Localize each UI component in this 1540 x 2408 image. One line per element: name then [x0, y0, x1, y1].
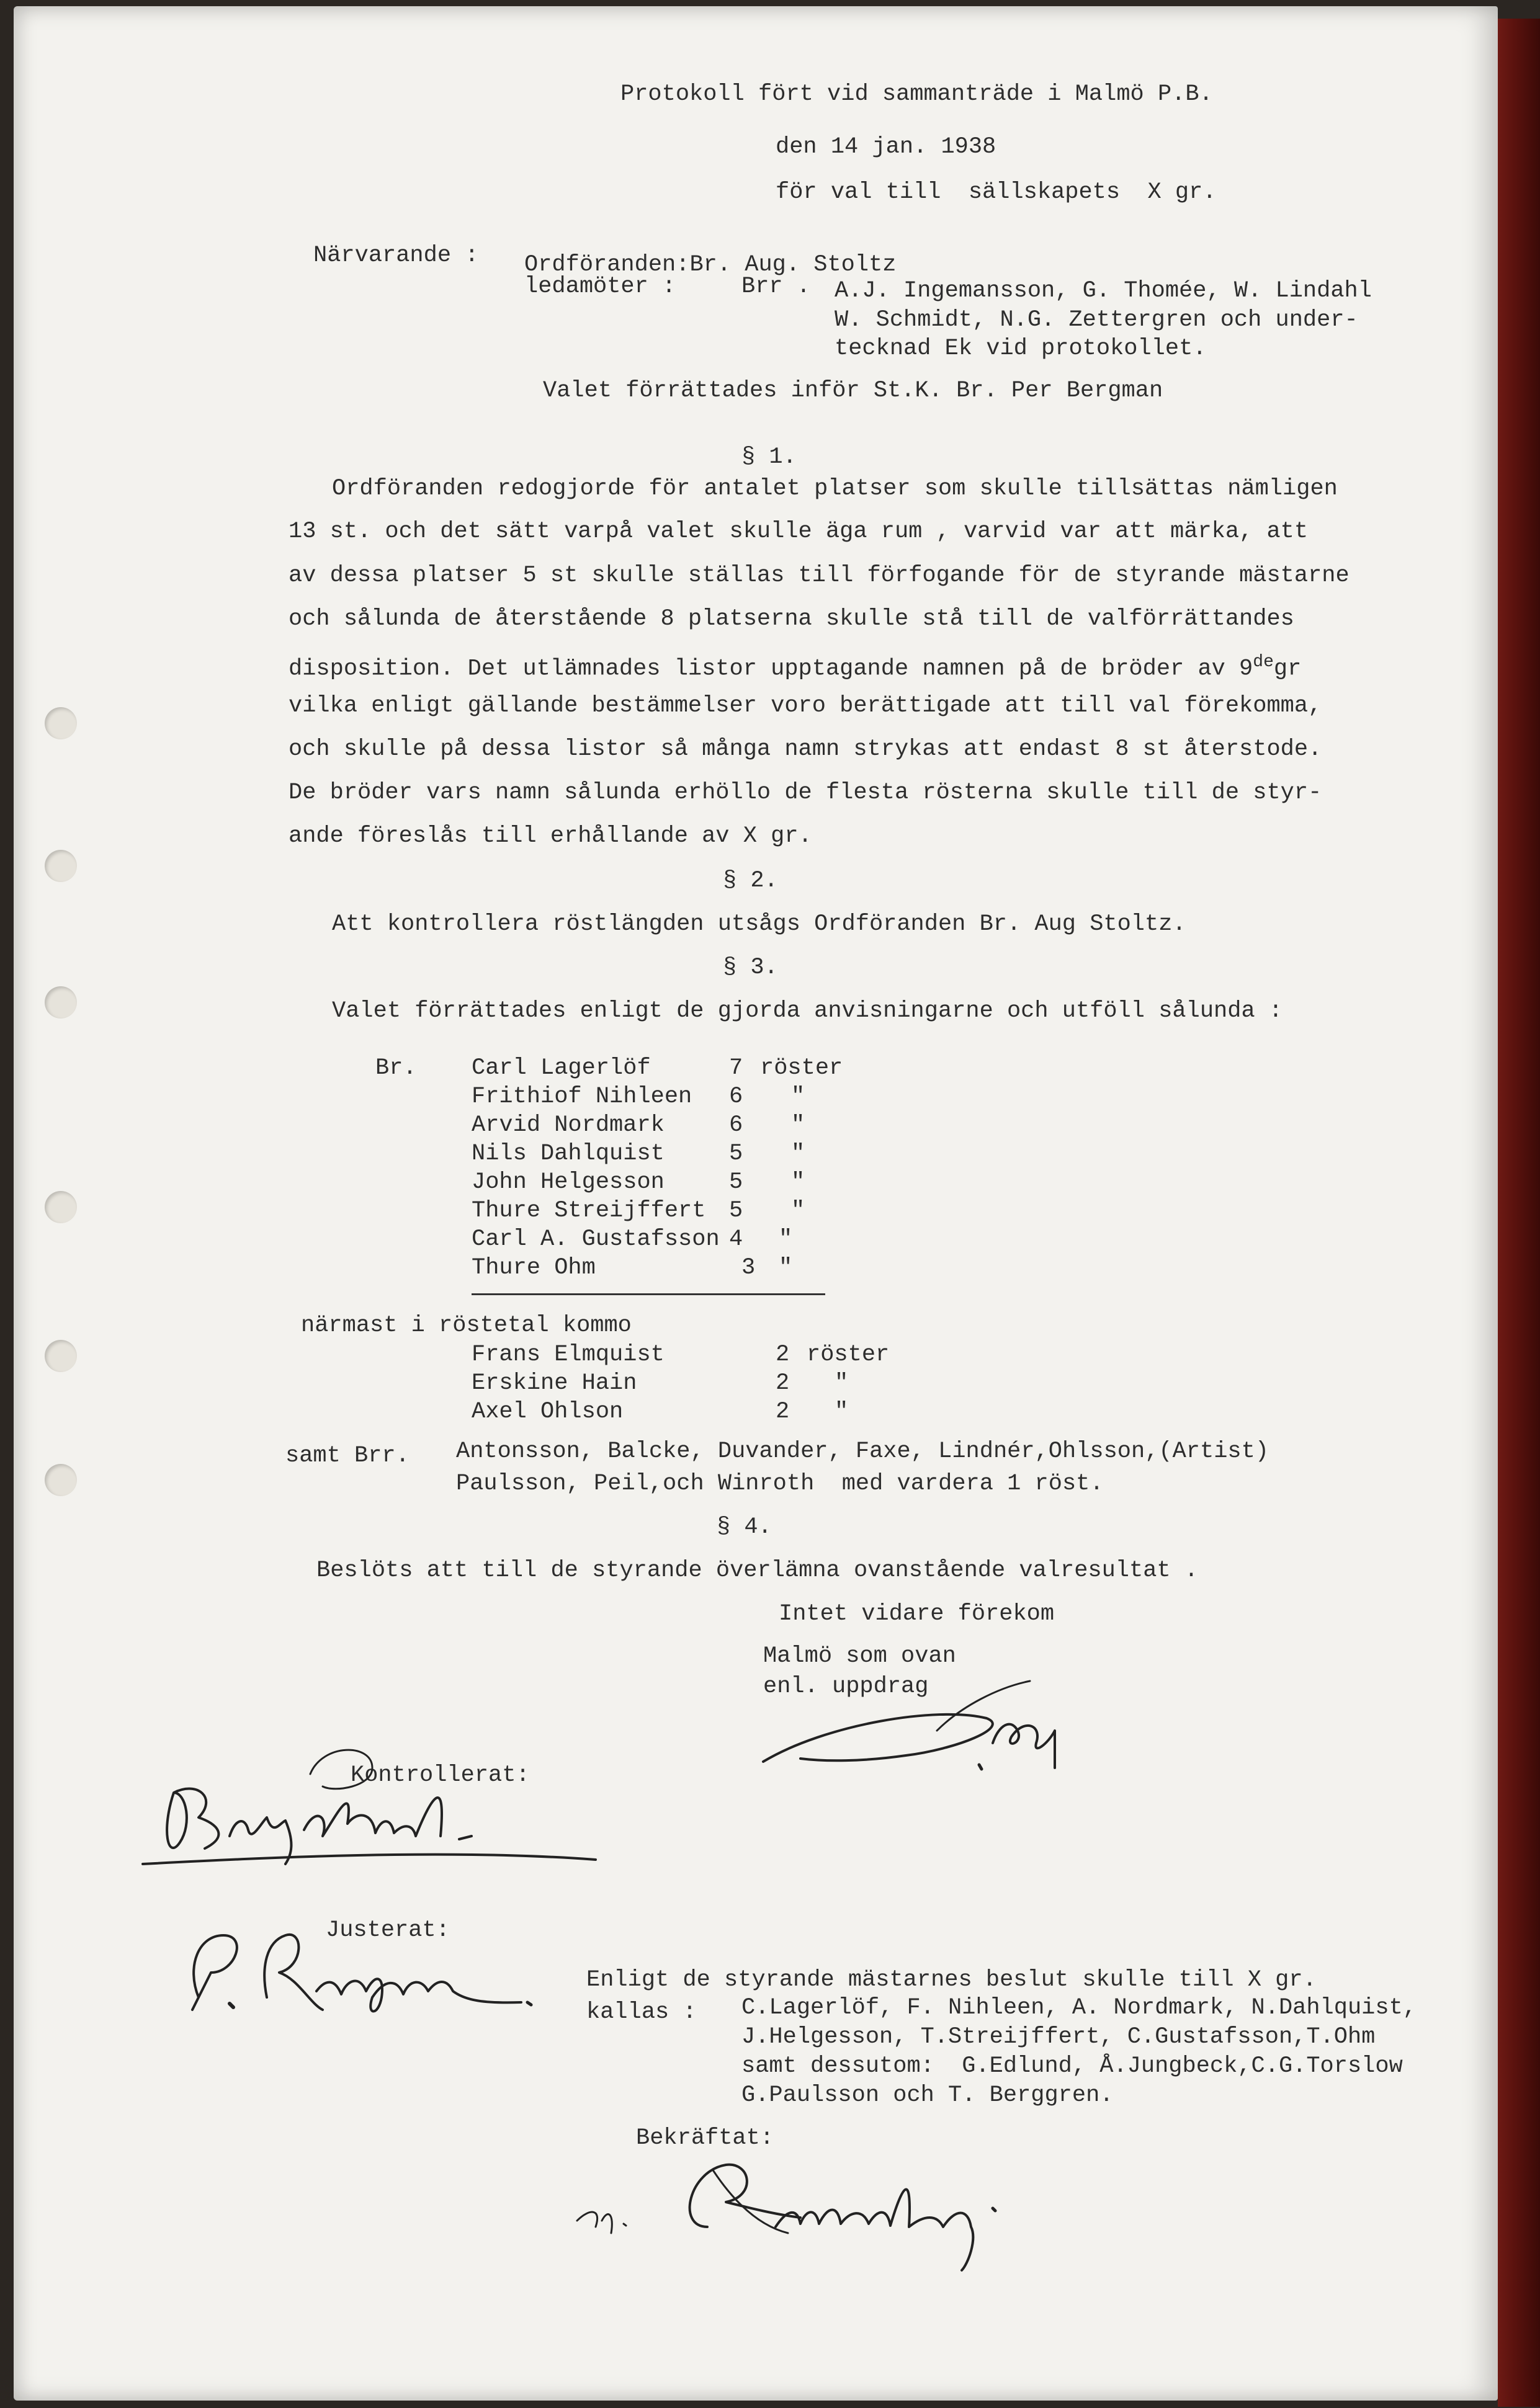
attendance-witness: Valet förrättades inför St.K. Br. Per Bergman [543, 378, 1163, 404]
section-4-text: Beslöts att till de styrande överlämna ovanstående valresultat . [316, 1558, 1199, 1584]
punch-hole [45, 707, 77, 739]
runner-votes: 2 [776, 1399, 790, 1425]
closing-line-3: enl. uppdrag [763, 1674, 929, 1700]
attendance-members-1: A.J. Ingemansson, G. Thomée, W. Lindahl [835, 278, 1372, 304]
section-4-heading: § 4. [717, 1514, 772, 1540]
paragraph-line: ande föreslås till erhållande av X gr. [289, 823, 812, 849]
punch-hole [45, 850, 77, 882]
punch-hole [45, 1464, 77, 1496]
result-name: Arvid Nordmark [472, 1112, 665, 1138]
paragraph-text: disposition. Det utlämnades listor upptagande namnen på de bröder av 9 [289, 656, 1253, 682]
result-name: Thure Streijffert [472, 1198, 706, 1224]
header-purpose: för val till sällskapets X gr. [776, 179, 1217, 205]
paragraph-line: av dessa platser 5 st skulle ställas till förfogande för de styrande mästarne [289, 563, 1350, 589]
attendance-label: Närvarande : [313, 243, 479, 269]
paragraph-line: 13 st. och det sätt varpå valet skulle äga rum , varvid var att märka, att [289, 519, 1309, 545]
result-name: Thure Ohm [472, 1255, 596, 1281]
header-line-1: Protokoll fört vid sammanträde i Malmö P.B. [620, 81, 1213, 107]
result-votes: 5 [729, 1169, 743, 1195]
closing-line-1: Intet vidare förekom [779, 1601, 1055, 1627]
others-line-1: Antonsson, Balcke, Duvander, Faxe, Lindnér,Ohlsson,(Artist) [456, 1438, 1269, 1465]
paragraph-text: gr [1273, 656, 1302, 682]
others-line-2: Paulsson, Peil,och Winroth med vardera 1 röst. [456, 1471, 1104, 1497]
result-unit: " [791, 1169, 805, 1195]
result-votes: 6 [729, 1112, 743, 1138]
attendance-members-2: W. Schmidt, N.G. Zettergren och under- [835, 307, 1358, 333]
result-votes: 6 [729, 1084, 743, 1110]
kontrollerat-label: Kontrollerat: [351, 1762, 530, 1788]
runner-votes: 2 [776, 1370, 790, 1396]
result-unit: " [779, 1226, 793, 1252]
runner-name: Erskine Hain [472, 1370, 637, 1396]
decision-line-4: samt dessutom: G.Edlund, Å.Jungbeck,C.G.Torslow [741, 2053, 1403, 2079]
section-3-text: Valet förrättades enligt de gjorda anvisningarne och utföll sålunda : [332, 998, 1283, 1024]
runner-unit: " [835, 1399, 849, 1425]
decision-line-3: J.Helgesson, T.Streijffert, C.Gustafsson,T.Ohm [741, 2024, 1376, 2050]
decision-label: kallas : [586, 1999, 697, 2025]
paragraph-line: och sålunda de återstående 8 platserna skulle stå till de valförrättandes [289, 606, 1294, 632]
result-unit: " [791, 1084, 805, 1110]
bekraftat-signature [565, 2146, 1073, 2289]
section-1-heading: § 1. [741, 444, 797, 470]
punch-hole [45, 1340, 77, 1372]
runner-unit: " [835, 1370, 849, 1396]
decision-line-5: G.Paulsson och T. Berggren. [741, 2082, 1114, 2108]
runner-name: Frans Elmquist [472, 1342, 665, 1368]
header-date: den 14 jan. 1938 [776, 134, 996, 160]
justerat-signature [161, 1911, 558, 2022]
result-unit: " [791, 1198, 805, 1224]
result-votes: 7 [729, 1055, 743, 1081]
results-underline [472, 1293, 825, 1295]
justerat-label: Justerat: [326, 1917, 450, 1943]
result-votes: 5 [729, 1141, 743, 1167]
kontrollerat-signature [137, 1731, 608, 1892]
result-votes: 5 [729, 1198, 743, 1224]
secretary-signature [751, 1669, 1098, 1793]
result-votes: 4 [729, 1226, 743, 1252]
paragraph-line: De bröder vars namn sålunda erhöllo de flesta rösterna skulle till de styr- [289, 780, 1322, 806]
runner-unit: röster [807, 1342, 890, 1368]
result-votes: 3 [741, 1255, 756, 1281]
result-name: Nils Dahlquist [472, 1141, 665, 1167]
result-name: Carl A. Gustafsson [472, 1226, 720, 1252]
result-unit: " [791, 1141, 805, 1167]
paragraph-line: Ordföranden redogjorde för antalet platser som skulle tillsättas nämligen [332, 476, 1338, 502]
punch-hole [45, 986, 77, 1019]
section-3-heading: § 3. [723, 955, 778, 981]
section-2-text: Att kontrollera röstlängden utsågs Ordföranden Br. Aug Stoltz. [332, 911, 1186, 937]
result-unit: röster [760, 1055, 843, 1081]
result-name: Carl Lagerlöf [472, 1055, 651, 1081]
punch-hole [45, 1191, 77, 1223]
book-binding [1498, 19, 1540, 2407]
decision-line-1: Enligt de styrande mästarnes beslut skulle till X gr. [586, 1967, 1317, 1993]
result-name: Frithiof Nihleen [472, 1084, 692, 1110]
runners-label: närmast i röstetal kommo [301, 1313, 632, 1339]
runner-name: Axel Ohlson [472, 1399, 624, 1425]
superscript: de [1253, 653, 1274, 672]
attendance-members-3: tecknad Ek vid protokollet. [835, 336, 1207, 362]
runner-votes: 2 [776, 1342, 790, 1368]
paragraph-line [289, 649, 1301, 682]
attendance-brr: Brr . [741, 274, 811, 300]
result-name: John Helgesson [472, 1169, 665, 1195]
result-unit: " [779, 1255, 793, 1281]
decision-line-2: C.Lagerlöf, F. Nihleen, A. Nordmark, N.Dahlquist, [741, 1995, 1417, 2021]
paragraph-line: och skulle på dessa listor så många namn strykas att endast 8 st återstode. [289, 736, 1322, 762]
others-label: samt Brr. [285, 1443, 410, 1469]
closing-line-2: Malmö som ovan [763, 1643, 956, 1669]
bekraftat-label: Bekräftat: [636, 2125, 774, 2151]
paragraph-line: vilka enligt gällande bestämmelser voro berättigade att till val förekomma, [289, 693, 1322, 719]
result-unit: " [791, 1112, 805, 1138]
section-2-heading: § 2. [723, 868, 778, 894]
attendance-chair: Ordföranden:Br. Aug. Stoltz [524, 252, 897, 278]
results-br: Br. [375, 1055, 417, 1081]
attendance-members-label: ledamöter : [524, 274, 676, 300]
